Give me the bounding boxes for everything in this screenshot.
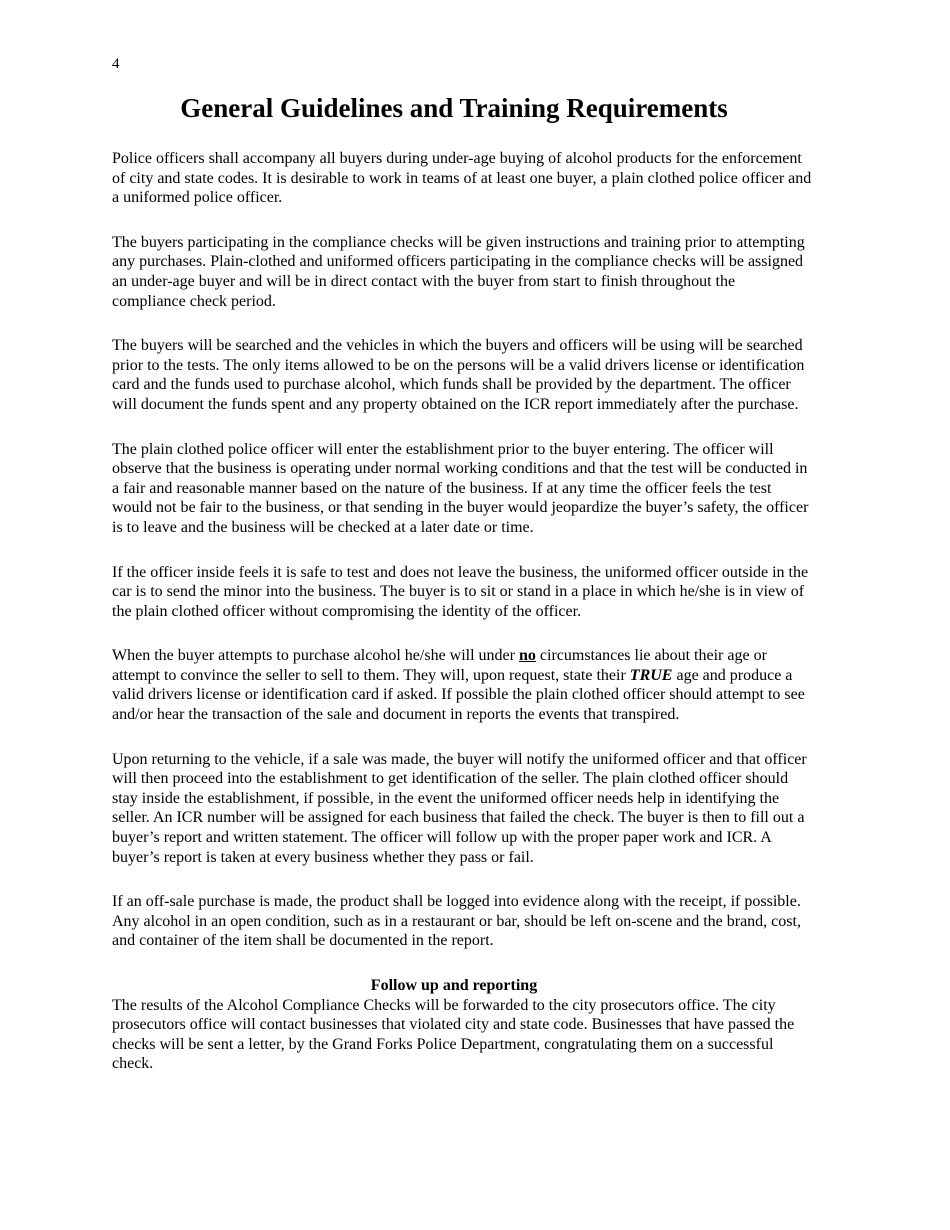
paragraph-return-to-vehicle: Upon returning to the vehicle, if a sale was made, the buyer will notify the uniformed officer and that officer will then proceed into the establishment to get identification of the seller. The plain clothed officer should stay inside the establishment, if possible, in the event the uniformed officer needs help in identifying the seller. An ICR number will be assigned for each business that failed the check. The buyer is then to fill out a buyer’s report and written statement. The officer will follow up with the proper paper work and ICR. A buyer’s report is taken at every business whether they pass or fail. — [112, 750, 807, 866]
paragraph-purchase-attempt — [112, 646, 812, 724]
paragraph-text: When the buyer attempts to purchase alcohol he/she will under — [112, 647, 519, 665]
paragraph-follow-up: The results of the Alcohol Compliance Checks will be forwarded to the city prosecutors office. The city prosecutors office will contact businesses that violated city and state code. Businesses that have passed the checks will be sent a letter, by the Grand Forks Police Department, congratulating them on a successful check. — [112, 996, 795, 1073]
paragraph-training: The buyers participating in the compliance checks will be given instructions and training prior to attempting any purchases. Plain-clothed and uniformed officers participating in the compliance checks will be assigned an under-age buyer and will be in direct contact with the buyer from start to finish throughout the compliance check period. — [112, 233, 805, 310]
paragraph-plain-clothed-entry: The plain clothed police officer will enter the establishment prior to the buyer entering. The officer will observe that the business is operating under normal working conditions and that the test will be conducted in a fair and reasonable manner based on the nature of the business. If at any time the officer feels the test would not be fair to the business, or that sending in the buyer would jeopardize the buyer’s safety, the officer is to leave and the business will be checked at a later date or time. — [112, 440, 809, 536]
emphasis-no: no — [518, 647, 536, 665]
paragraph-text: age and produce a valid drivers license or identification card if asked. If possible the plain clothed officer should attempt to see and/or hear the transaction of the sale and document in reports the events that transpired. — [112, 666, 805, 724]
paragraph-off-sale: If an off-sale purchase is made, the product shall be logged into evidence along with the receipt, if possible. Any alcohol in an open condition, such as in a restaurant or bar, should be left on-scene and the brand, cost, and container of the item shall be documented in the report. — [112, 893, 801, 950]
section-heading-follow-up: Follow up and reporting — [370, 977, 538, 994]
emphasis-true: TRUE — [629, 666, 673, 684]
page-number: 4 — [112, 56, 120, 72]
paragraph-buyer-accompaniment: Police officers shall accompany all buyers during under-age buying of alcohol products for the enforcement of city and state codes. It is desirable to work in teams of at least one buyer, a plain clothed police officer and a uniformed police officer. — [112, 150, 812, 207]
paragraph-send-minor: If the officer inside feels it is safe to test and does not leave the business, the uniformed officer outside in the car is to send the minor into the business. The buyer is to sit or stand in a place in which he/she is in view of the plain clothed officer without compromising the identity of the officer. — [112, 563, 809, 620]
paragraph-text: circumstances lie about their age or attempt to convince the seller to sell to them. They will, upon request, state their — [112, 647, 767, 684]
document-body — [112, 149, 812, 1074]
page-title: General Guidelines and Training Requirements — [180, 93, 728, 123]
paragraph-search: The buyers will be searched and the vehicles in which the buyers and officers will be using will be searched prior to the tests. The only items allowed to be on the persons will be a valid drivers license or identification card and the funds used to purchase alcohol, which funds shall be provided by the department. The officer will document the funds spent and any property obtained on the ICR report immediately after the purchase. — [112, 337, 805, 413]
